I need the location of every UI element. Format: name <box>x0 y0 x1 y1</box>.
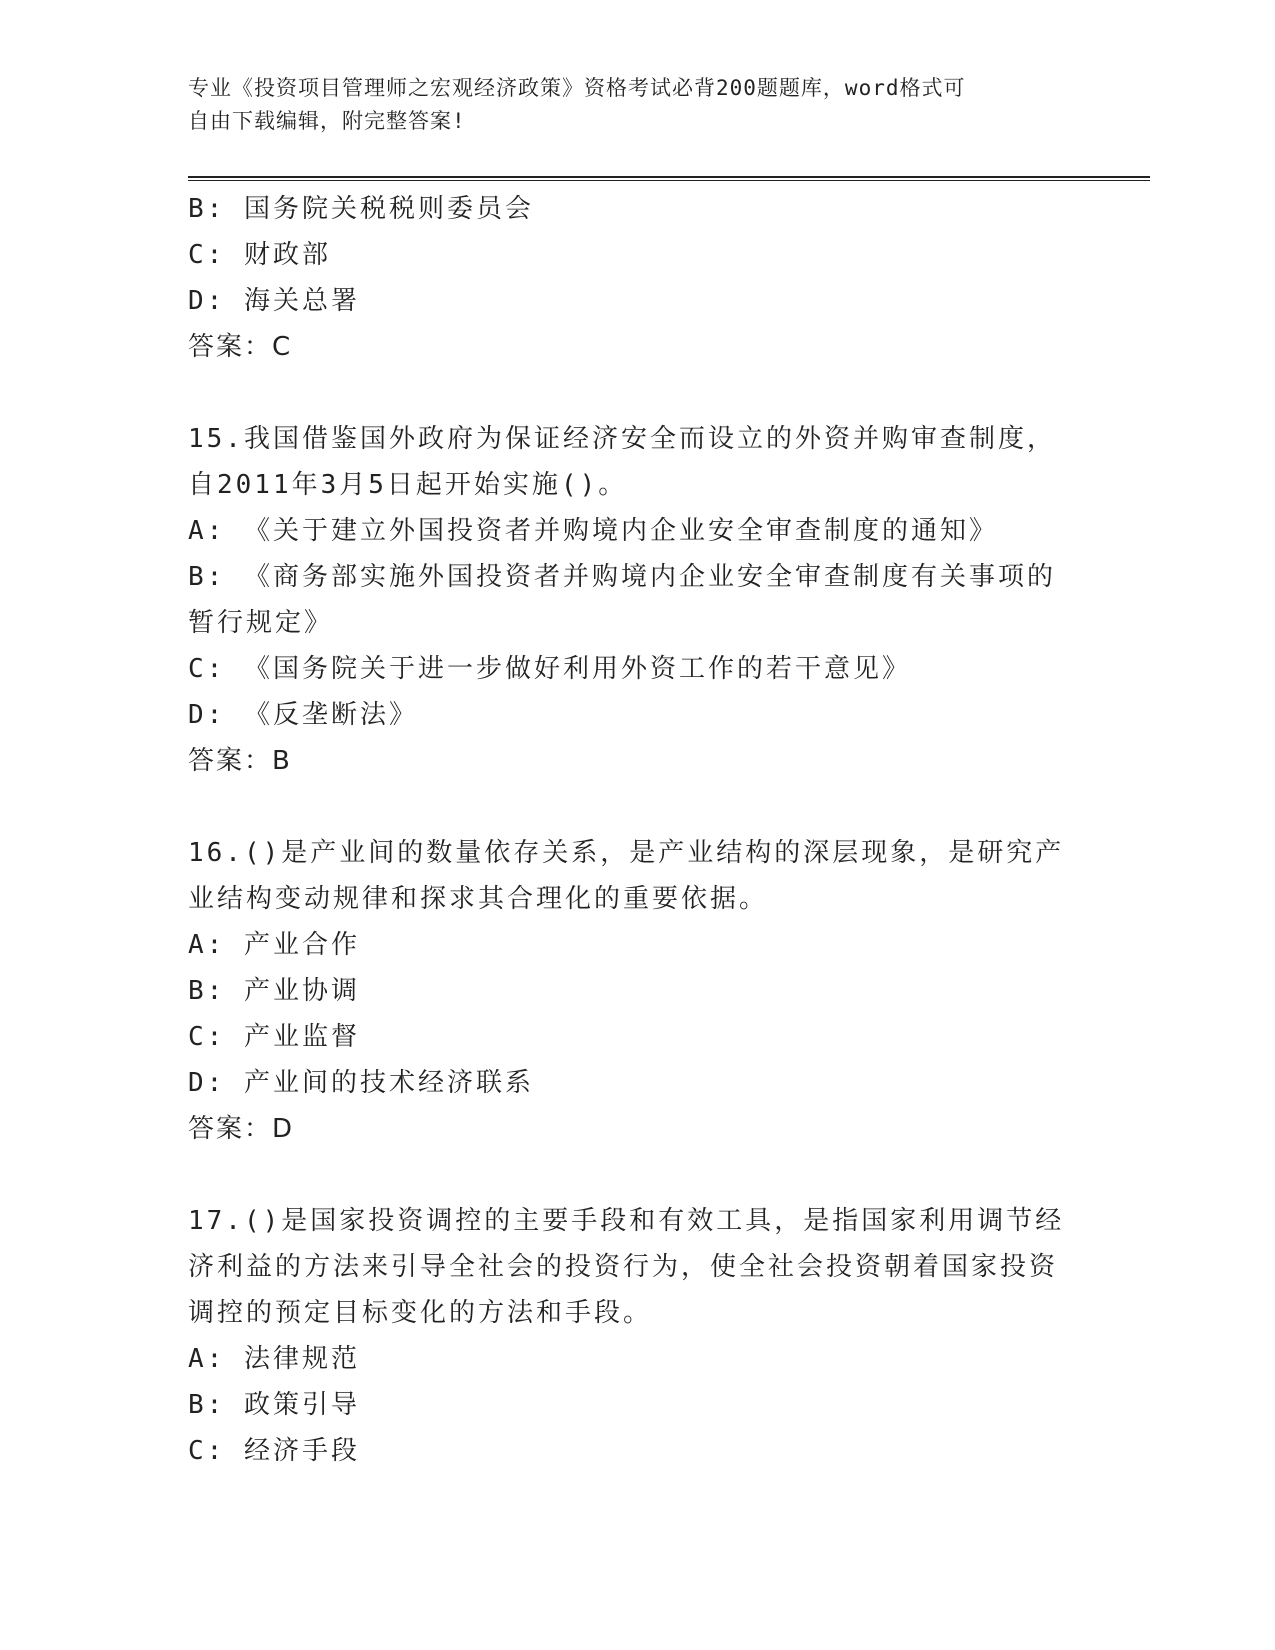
option-d: D: 《反垄断法》 <box>188 700 418 730</box>
spacer <box>188 370 1078 416</box>
header-line-1: 专业《投资项目管理师之宏观经济政策》资格考试必背200题题库，word格式可 <box>188 76 966 100</box>
question-block-15 <box>188 416 1078 784</box>
answer-line: 答案：B <box>188 746 292 776</box>
spacer <box>188 784 1078 830</box>
option-d: D: 产业间的技术经济联系 <box>188 1068 534 1098</box>
header-divider <box>188 176 1150 181</box>
option-a: A: 《关于建立外国投资者并购境内企业安全审查制度的通知》 <box>188 516 998 546</box>
question-block-16 <box>188 830 1078 1152</box>
option-a: A: 法律规范 <box>188 1344 360 1374</box>
option-c: C: 《国务院关于进一步做好利用外资工作的若干意见》 <box>188 654 911 684</box>
question-text: 16.()是产业间的数量依存关系，是产业结构的深层现象，是研究产业结构变动规律和探求其合理化的重要依据。 <box>188 838 1065 914</box>
question-text: 17.()是国家投资调控的主要手段和有效工具，是指国家利用调节经济利益的方法来引导全社会的投资行为，使全社会投资朝着国家投资调控的预定目标变化的方法和手段。 <box>188 1206 1065 1328</box>
question-block-17 <box>188 1198 1078 1474</box>
question-text: 15.我国借鉴国外政府为保证经济安全而设立的外资并购审查制度，自2011年3月5日起开始实施()。 <box>188 424 1056 500</box>
option-b: B: 政策引导 <box>188 1390 360 1420</box>
header-line-2: 自由下载编辑，附完整答案! <box>188 109 466 133</box>
option-d: D: 海关总署 <box>188 286 360 316</box>
option-c: C: 经济手段 <box>188 1436 360 1466</box>
option-a: A: 产业合作 <box>188 930 360 960</box>
question-list <box>188 186 1078 1474</box>
spacer <box>188 1152 1078 1198</box>
option-b: B: 《商务部实施外国投资者并购境内企业安全审查制度有关事项的暂行规定》 <box>188 562 1056 638</box>
option-b: B: 产业协调 <box>188 976 360 1006</box>
document-header <box>188 72 1088 138</box>
answer-line: 答案：C <box>188 332 293 362</box>
option-c: C: 产业监督 <box>188 1022 360 1052</box>
option-c: C: 财政部 <box>188 240 331 270</box>
option-b: B: 国务院关税税则委员会 <box>188 194 534 224</box>
question-block-14 <box>188 186 1078 370</box>
answer-line: 答案：D <box>188 1114 295 1144</box>
